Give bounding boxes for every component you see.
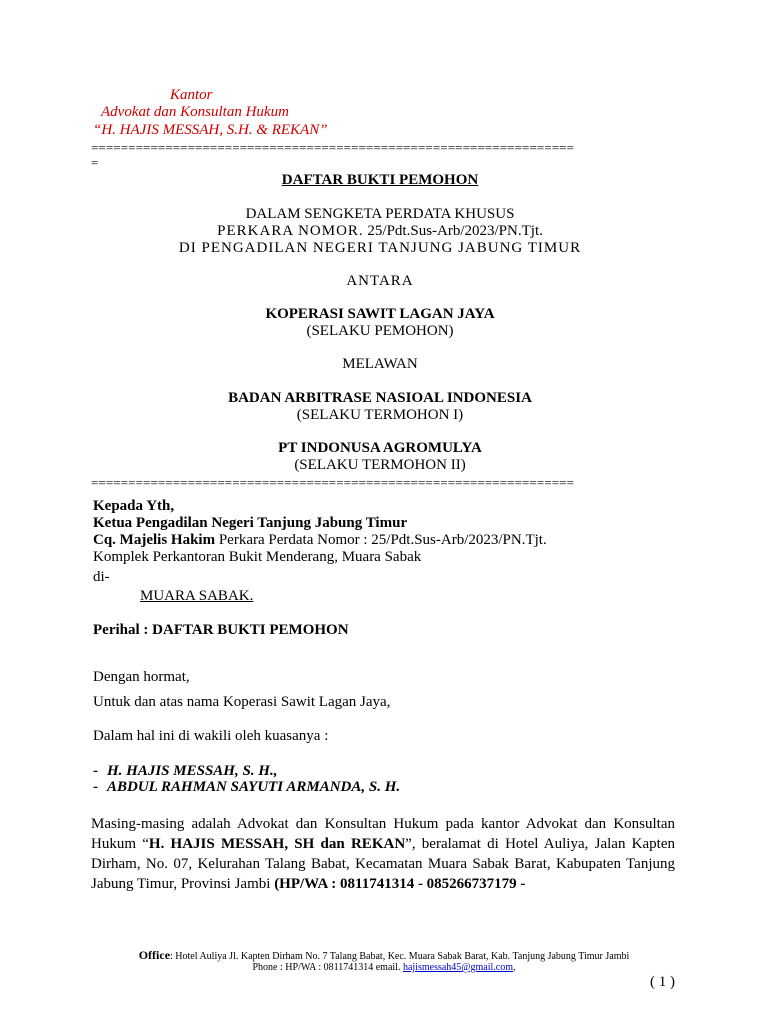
letterhead-firm-name: “H. HAJIS MESSAH, S.H. & REKAN” — [93, 122, 328, 138]
antara-label: ANTARA — [346, 273, 414, 289]
letterhead-firm-type: Advokat dan Konsultan Hukum — [101, 104, 289, 120]
address-city: MUARA SABAK. — [140, 588, 254, 604]
melawan-label: MELAWAN — [342, 356, 418, 372]
firm-name-bold: H. HAJIS MESSAH, SH dan REKAN — [148, 836, 406, 852]
lawyer-name-1: H. HAJIS MESSAH, S. H., — [107, 763, 278, 779]
greeting: Dengan hormat, — [93, 669, 190, 685]
page-number: ( 1 ) — [650, 974, 675, 990]
case-type: DALAM SENGKETA PERDATA KHUSUS — [245, 206, 515, 222]
respondent1-role: (SELAKU TERMOHON I) — [296, 407, 464, 423]
address-complex: Komplek Perkantoran Bukit Menderang, Muara Sabak — [93, 549, 422, 565]
letterhead-divider: ================================================================= — [91, 140, 575, 155]
footer-email-link[interactable]: hajismessah45@gmail.com — [402, 962, 513, 973]
lawyer-name-2: ABDUL RAHMAN SAYUTI ARMANDA, S. H. — [107, 779, 401, 795]
footer-office-address: : Hotel Auliya Jl. Kapten Dirham No. 7 Talang Babat, Kec. Muara Sabak Barat, Kab. Tanjung Jabung Timur Jambi — [170, 951, 630, 962]
lawyer-dash-2: - — [93, 779, 98, 795]
address-salutation: Kepada Yth, — [93, 498, 175, 514]
lawyer-dash-1: - — [93, 763, 98, 779]
address-di: di- — [93, 569, 110, 585]
footer-office-label: Office — [138, 948, 171, 962]
case-number — [91, 223, 669, 240]
applicant-role: (SELAKU PEMOHON) — [306, 323, 454, 339]
footer-phone: Phone : HP/WA : 0811741314 email. — [252, 962, 403, 973]
paragraph-part-c: ”, beralamat di Hotel Auliya, Jalan Kapten Dirham, No. 07, Kelurahan Talang Babat, Kecamatan Muara Sabak Barat, Kabupaten Tanjung Jabung Timur, Provinsi Jambi — [91, 836, 675, 892]
address-cq — [93, 532, 547, 549]
letterhead-office: Kantor — [170, 87, 213, 103]
respondent1-name: BADAN ARBITRASE NASIOAL INDONESIA — [228, 390, 532, 406]
address-cq-case: Perkara Perdata Nomor : 25/Pdt.Sus-Arb/2023/PN.Tjt. — [215, 532, 547, 548]
title-divider: ================================================================= — [91, 475, 575, 490]
respondent2-name: PT INDONUSA AGROMULYA — [278, 440, 482, 456]
court-name: DI PENGADILAN NEGERI TANJUNG JABUNG TIMUR — [178, 240, 582, 256]
case-number-label: PERKARA NOMOR. — [217, 223, 364, 239]
footer-office — [0, 948, 768, 963]
footer-email-tail: , — [513, 962, 516, 973]
respondent2-role: (SELAKU TERMOHON II) — [294, 457, 466, 473]
contact-numbers: (HP/WA : 0811741314 - 085266737179 - — [274, 876, 526, 892]
applicant-name: KOPERASI SAWIT LAGAN JAYA — [265, 306, 495, 322]
subject-line: Perihal : DAFTAR BUKTI PEMOHON — [93, 622, 349, 638]
address-cq-label: Cq. Majelis Hakim — [93, 532, 216, 548]
paragraph-part-a: Masing-masing adalah Advokat dan Konsultan Hukum pada kantor Advokat dan Konsultan Hukum “ — [91, 816, 675, 852]
address-recipient: Ketua Pengadilan Negeri Tanjung Jabung Timur — [93, 515, 408, 531]
representation-paragraph — [91, 814, 675, 894]
body-line-represented: Dalam hal ini di wakili oleh kuasanya : — [93, 728, 329, 744]
document-title: DAFTAR BUKTI PEMOHON — [281, 172, 479, 188]
case-number-value: 25/Pdt.Sus-Arb/2023/PN.Tjt. — [363, 223, 543, 239]
body-line-on-behalf: Untuk dan atas nama Koperasi Sawit Lagan Jaya, — [93, 694, 391, 710]
footer-contact — [0, 962, 768, 973]
letterhead-divider-tail: = — [91, 155, 99, 170]
